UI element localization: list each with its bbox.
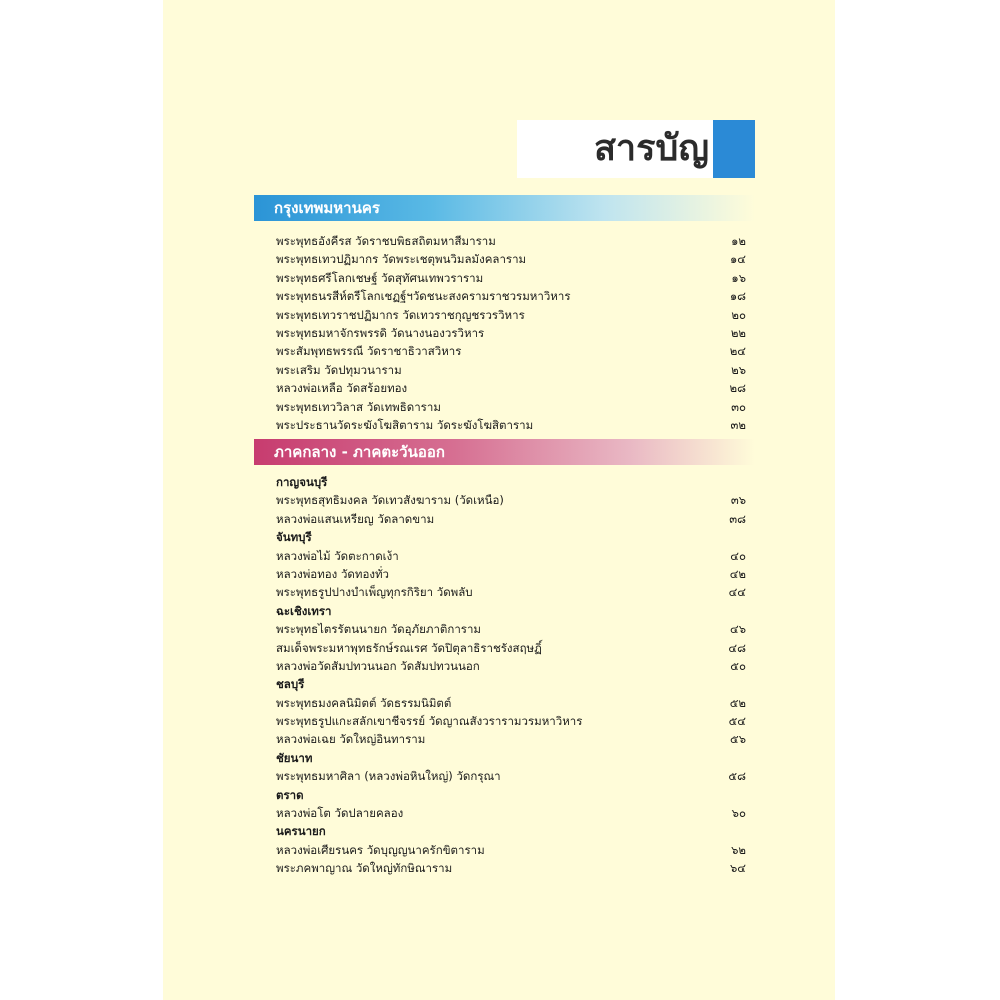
entry-page-number: ๓๒	[730, 417, 746, 432]
entry-title: พระพุทธเทวปฏิมากร วัดพระเชตุพนวิมลมังคลาราม	[276, 252, 527, 267]
toc-entry	[276, 547, 746, 565]
entry-title: หลวงพ่อเศียรนคร วัดบุญญนาครักขิตาราม	[276, 842, 485, 857]
title-accent-block	[713, 120, 755, 178]
section-header-central-east	[254, 439, 755, 465]
toc-entry	[276, 712, 746, 730]
entry-title: พระเสริม วัดปทุมวนาราม	[276, 362, 402, 377]
entry-page-number: ๕๖	[729, 732, 746, 747]
toc-entry	[276, 694, 746, 712]
entry-page-number: ๔๖	[729, 622, 746, 637]
province-name: ตราด	[276, 787, 304, 802]
entry-title: หลวงพ่อไม้ วัดตะกาดเง้า	[276, 548, 399, 563]
entry-title: พระพุทธมหาศิลา (หลวงพ่อหินใหญ่) วัดกรุณา	[276, 769, 501, 784]
entry-title: พระพุทธศรีโลกเชษฐ์ วัดสุทัศนเทพวราราม	[276, 270, 484, 285]
entry-title: หลวงพ่อแสนเหรียญ วัดลาดขาม	[276, 511, 435, 526]
toc-entry	[276, 620, 746, 638]
entry-page-number: ๔๘	[728, 640, 746, 655]
province-name: ชัยนาท	[276, 750, 313, 765]
section-title: ภาคกลาง - ภาคตะวันออก	[274, 443, 445, 461]
entry-page-number: ๖๒	[731, 842, 746, 857]
entry-title: พระพุทธอังคีรส วัดราชบพิธสถิตมหาสีมาราม	[276, 234, 496, 248]
entry-title: พระสัมพุทธพรรณี วัดราชาธิวาสวิหาร	[276, 344, 462, 359]
entry-title: พระพุทธเทววิลาส วัดเทพธิดาราม	[276, 399, 441, 414]
entry-page-number: ๑๖	[731, 270, 746, 285]
entry-title: พระพุทธไตรรัตนนายก วัดอุภัยภาติการาม	[276, 622, 482, 637]
toc-entry	[276, 398, 746, 416]
toc-list-central-east	[276, 473, 746, 878]
toc-entry	[276, 287, 746, 305]
entry-page-number: ๓๐	[731, 399, 746, 414]
toc-entry	[276, 416, 746, 434]
entry-page-number: ๑๒	[731, 234, 746, 248]
province-name: จันทบุรี	[276, 530, 312, 545]
toc-entry	[276, 342, 746, 360]
entry-page-number: ๕๘	[728, 769, 746, 784]
province-name: ชลบุรี	[276, 677, 305, 692]
title-box	[517, 120, 755, 178]
entry-title: หลวงพ่อเฉย วัดใหญ่อินทาราม	[276, 732, 426, 747]
entry-page-number: ๕๒	[729, 695, 746, 710]
entry-title: พระพุทธรูปปางบำเพ็ญทุกรกิริยา วัดพลับ	[276, 585, 473, 600]
entry-title: หลวงพ่อวัดสัมปทวนนอก วัดสัมปทวนนอก	[276, 658, 480, 673]
entry-title: พระพุทธสุทธิมงคล วัดเทวสังฆาราม (วัดเหนือ)	[276, 493, 504, 508]
toc-entry	[276, 583, 746, 601]
entry-page-number: ๓๖	[730, 493, 746, 508]
province-name: ฉะเชิงเทรา	[276, 603, 332, 618]
toc-list-bangkok	[276, 232, 746, 434]
entry-title: พระภคพาญาณ วัดใหญ่ทักษิณาราม	[276, 861, 453, 876]
province-heading	[276, 675, 746, 693]
entry-page-number: ๑๘	[729, 289, 746, 304]
toc-entry	[276, 841, 746, 859]
entry-page-number: ๒๘	[729, 381, 746, 396]
province-heading	[276, 528, 746, 546]
entry-page-number: ๖๐	[731, 806, 746, 821]
toc-entry	[276, 269, 746, 287]
entry-page-number: ๖๔	[729, 861, 746, 876]
entry-page-number: ๒๒	[730, 325, 746, 340]
province-name: กาญจนบุรี	[276, 475, 328, 489]
entry-title: สมเด็จพระมหาพุทธรักษ์รณเรศ วัดปิตุลาธิราชรังสฤษฏิ์	[276, 640, 542, 655]
entry-page-number: ๔๔	[728, 585, 746, 600]
toc-entry	[276, 639, 746, 657]
entry-page-number: ๕๐	[730, 658, 746, 673]
toc-entry	[276, 379, 746, 397]
entry-title: หลวงพ่อเหลือ วัดสร้อยทอง	[276, 381, 408, 396]
province-heading	[276, 602, 746, 620]
province-heading	[276, 786, 746, 804]
entry-title: พระพุทธนรสีห์ตรีโลกเชฏฐ์ฯวัดชนะสงครามราชวรมหาวิหาร	[276, 289, 571, 304]
toc-entry	[276, 859, 746, 877]
toc-entry	[276, 306, 746, 324]
toc-entry	[276, 657, 746, 675]
toc-entry	[276, 361, 746, 379]
province-name: นครนายก	[276, 824, 326, 839]
toc-entry	[276, 767, 746, 785]
province-heading	[276, 749, 746, 767]
toc-entry	[276, 565, 746, 583]
entry-title: พระพุทธมหาจักรพรรดิ วัดนางนองวรวิหาร	[276, 325, 485, 340]
entry-page-number: ๒๐	[731, 307, 746, 322]
toc-entry	[276, 324, 746, 342]
toc-entry	[276, 510, 746, 528]
entry-page-number: ๒๖	[731, 362, 746, 377]
entry-page-number: ๔๐	[730, 548, 746, 563]
entry-title: หลวงพ่อโต วัดปลายคลอง	[276, 806, 404, 821]
entry-title: พระพุทธมงคลนิมิตต์ วัดธรรมนิมิตต์	[276, 695, 452, 710]
entry-title: พระพุทธรูปแกะสลักเขาชีจรรย์ วัดญาณสังวรารามวรมหาวิหาร	[276, 714, 583, 729]
toc-entry	[276, 804, 746, 822]
section-title: กรุงเทพมหานคร	[274, 199, 380, 217]
province-heading	[276, 822, 746, 840]
page-title: สารบัญ	[593, 128, 709, 169]
toc-entry	[276, 491, 746, 509]
entry-page-number: ๓๘	[729, 511, 746, 526]
entry-page-number: ๔๒	[729, 566, 746, 581]
entry-title: หลวงพ่อทอง วัดทองทั่ว	[276, 566, 390, 581]
entry-page-number: ๕๔	[728, 714, 746, 729]
entry-title: พระประธานวัดระฆังโฆสิตาราม วัดระฆังโฆสิตาราม	[276, 417, 534, 432]
toc-entry	[276, 250, 746, 268]
toc-entry	[276, 232, 746, 250]
section-header-bangkok	[254, 195, 755, 221]
toc-entry	[276, 730, 746, 748]
entry-page-number: ๑๔	[729, 252, 746, 267]
province-heading	[276, 473, 746, 491]
entry-title: พระพุทธเทวราชปฏิมากร วัดเทวราชกุญชรวรวิหาร	[276, 307, 525, 322]
entry-page-number: ๒๔	[729, 344, 746, 359]
